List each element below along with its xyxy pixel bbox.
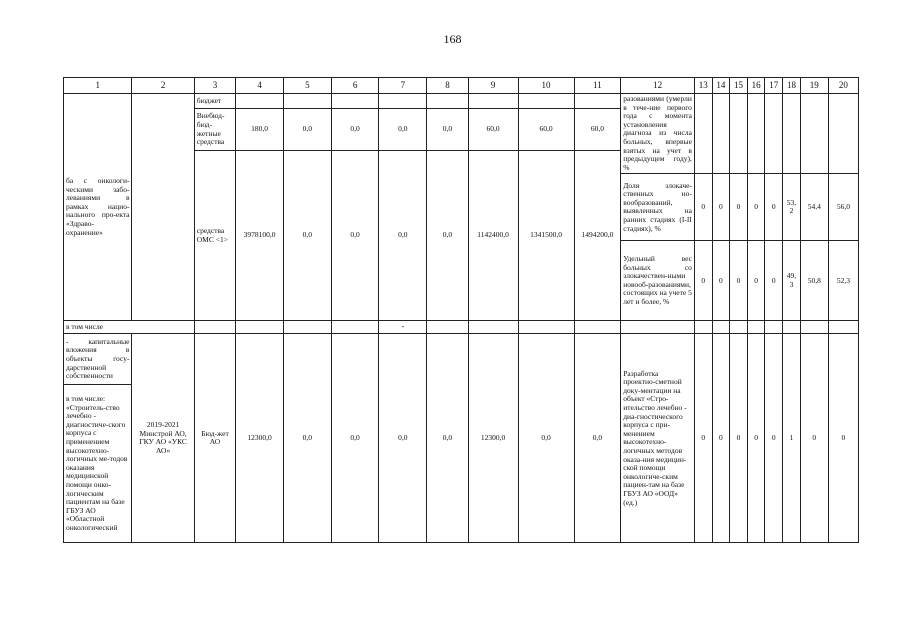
table-cell (194, 321, 236, 334)
indicator-cell: Удельный вес больных со злокачествен-ными новооб-разованиями, состоящих на учете 5 лет и более, % (621, 241, 695, 321)
indicator-value-cell: 0 (712, 241, 730, 321)
indicator-value-cell: 0 (765, 241, 783, 321)
header-cell: 1 (64, 78, 132, 94)
header-cell: 9 (468, 78, 518, 94)
source-cell: средства ОМС <1> (194, 151, 236, 321)
header-cell: 12 (621, 78, 695, 94)
capital-label-cell: - капитальные вложения в объекты госу-дарственной собственности (64, 334, 132, 385)
table-cell (730, 94, 748, 174)
indicator-value-cell: 53,2 (783, 174, 801, 241)
indicator-value-cell: 0 (828, 334, 858, 543)
table-cell (379, 321, 427, 334)
indicator-value-cell: 0 (730, 174, 748, 241)
header-cell: 15 (730, 78, 748, 94)
indicator-value-cell: 0 (694, 174, 712, 241)
including-mark: - (401, 322, 405, 332)
header-cell: 13 (694, 78, 712, 94)
indicator-value-cell: 56,0 (828, 174, 858, 241)
table-cell (800, 94, 828, 174)
value-cell: 1494200,0 (574, 151, 621, 321)
value-cell: 0,0 (331, 151, 379, 321)
header-cell: 6 (331, 78, 379, 94)
table-cell (765, 94, 783, 174)
program-table (63, 77, 859, 543)
table-cell (574, 321, 621, 334)
table-cell (518, 94, 574, 109)
header-cell: 19 (800, 78, 828, 94)
indicator-value-cell: 1 (783, 334, 801, 543)
construction-title-cell: в том числе: «Строитель-ство лечебно - диагностиче-ского корпуса с применением высокотехно-логичных ме-тодов оказания медицинской помощи онко-логическим пациентам на базе ГБУЗ АО «Областной онкологический (64, 385, 132, 543)
table-cell (712, 94, 730, 174)
table-cell (283, 94, 331, 109)
table-cell (331, 321, 379, 334)
source-cell: бюджет (194, 94, 236, 109)
table-cell (132, 94, 194, 321)
value-cell: 60,0 (468, 109, 518, 151)
table-cell (283, 321, 331, 334)
table-cell (828, 321, 858, 334)
indicator-value-cell: 49,3 (783, 241, 801, 321)
indicator-value-cell: 0 (765, 334, 783, 543)
value-cell: 12300,0 (236, 334, 284, 543)
indicator-cell: Доля злокаче-ственных но-вообразований, выявленных на ранних стадиях (I-II стадиях), % (621, 174, 695, 241)
table-cell (747, 321, 765, 334)
indicator-value-cell: 0 (730, 241, 748, 321)
table-cell (730, 321, 748, 334)
table-cell (468, 321, 518, 334)
table-cell (783, 321, 801, 334)
value-cell: 3978100,0 (236, 151, 284, 321)
value-cell: 1142400,0 (468, 151, 518, 321)
header-cell: 2 (132, 78, 194, 94)
value-cell: 0,0 (331, 109, 379, 151)
value-cell: 0,0 (379, 109, 427, 151)
indicator-value-cell: 0 (765, 174, 783, 241)
indicator-value-cell: 0 (694, 241, 712, 321)
indicator-value-cell: 0 (800, 334, 828, 543)
table-cell (621, 321, 695, 334)
value-cell: 0,0 (427, 334, 469, 543)
value-cell: 0,0 (427, 151, 469, 321)
value-cell: 0,0 (379, 334, 427, 543)
table-cell (518, 321, 574, 334)
indicator-value-cell: 0 (747, 334, 765, 543)
header-cell: 16 (747, 78, 765, 94)
header-cell: 8 (427, 78, 469, 94)
table-cell (694, 94, 712, 174)
value-cell: 0,0 (574, 334, 621, 543)
value-cell: 0,0 (427, 109, 469, 151)
header-cell: 3 (194, 78, 236, 94)
source-cell: Внебюд-бюд-жетные средства (194, 109, 236, 151)
header-cell: 10 (518, 78, 574, 94)
table-row (64, 334, 859, 385)
header-cell: 11 (574, 78, 621, 94)
table-cell (783, 94, 801, 174)
indicator-value-cell: 0 (730, 334, 748, 543)
table-cell (765, 321, 783, 334)
value-cell: 60,0 (574, 109, 621, 151)
table-cell (236, 321, 284, 334)
indicator-value-cell: 0 (712, 334, 730, 543)
indicator-value-cell: 54,4 (800, 174, 828, 241)
value-cell: 0,0 (283, 334, 331, 543)
indicator-value-cell: 0 (747, 241, 765, 321)
table-cell (236, 94, 284, 109)
table-cell (574, 94, 621, 109)
header-cell: 18 (783, 78, 801, 94)
table-cell (712, 321, 730, 334)
header-cell: 20 (828, 78, 858, 94)
page-number: 168 (443, 32, 462, 46)
value-cell: 60,0 (518, 109, 574, 151)
indicator-value-cell: 0 (712, 174, 730, 241)
including-label: в том числе (64, 321, 195, 334)
program-title-cell: ба с онкологи-ческими забо-леваниями в рамках нацио-нального про-екта «Здраво-охранение» (64, 94, 132, 321)
value-cell: 0,0 (283, 151, 331, 321)
table-cell (468, 94, 518, 109)
table-cell (800, 321, 828, 334)
value-cell: 12300,0 (468, 334, 518, 543)
indicator-value-cell: 50,8 (800, 241, 828, 321)
table-cell (427, 321, 469, 334)
header-cell: 4 (236, 78, 284, 94)
header-cell: 5 (283, 78, 331, 94)
table-cell (379, 94, 427, 109)
value-cell: 0,0 (331, 334, 379, 543)
indicator-cell: Разработка проектно-сметной доку-ментации на объект «Стро-ительство лечебно - диа-гностического корпуса с при-менением высокотехно-логичных методов оказа-ния медицин-ской помощи онкологиче-ским пациен-там на базе ГБУЗ АО «ООД» (ед.) (621, 334, 695, 543)
indicator-value-cell: 0 (747, 174, 765, 241)
header-cell: 7 (379, 78, 427, 94)
indicator-cell: разованиями (умерли в тече-ние первого года с момента установления диагноза из числа больных, впервые взятых на учет в предыдущем году), % (621, 94, 695, 174)
table-cell (747, 94, 765, 174)
table-cell (427, 94, 469, 109)
header-cell: 17 (765, 78, 783, 94)
table-cell (331, 94, 379, 109)
indicator-value-cell: 52,3 (828, 241, 858, 321)
header-cell: 14 (712, 78, 730, 94)
value-cell: 1341500,0 (518, 151, 574, 321)
value-cell: 0,0 (518, 334, 574, 543)
table-cell (828, 94, 858, 174)
indicator-value-cell: 0 (694, 334, 712, 543)
value-cell: 0,0 (379, 151, 427, 321)
source-cell: Бюд-жет АО (194, 334, 236, 543)
table-cell (694, 321, 712, 334)
value-cell: 0,0 (283, 109, 331, 151)
table-row (64, 94, 859, 109)
header-row (64, 78, 859, 94)
value-cell: 180,0 (236, 109, 284, 151)
period-executor-cell: 2019-2021 Минстрой АО, ГКУ АО «УКС АО» (132, 334, 194, 543)
table-row (64, 321, 859, 334)
